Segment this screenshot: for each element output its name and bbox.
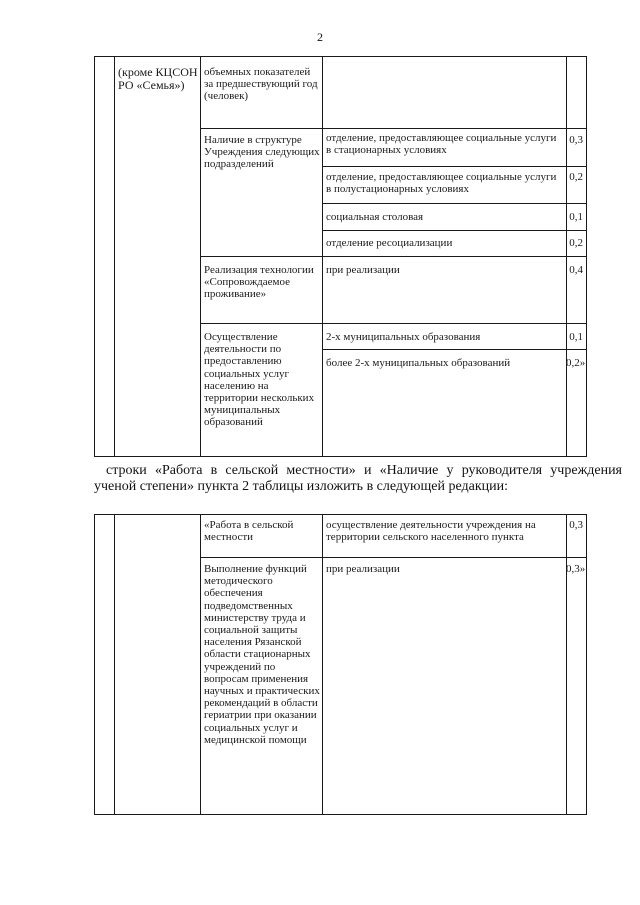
- indicator-cell: социальная столовая: [326, 211, 424, 223]
- score-value: 0,2»: [566, 357, 586, 369]
- amendment-paragraph: строки «Работа в сельской местности» и «Наличие у руководителя учреждения ученой степени» пункта 2 таблицы изложить в следующей редакции:: [94, 463, 622, 494]
- table-rule: [114, 56, 115, 457]
- indicator-cell: отделение, предоставляющее социальные услуги в стационарных условиях: [326, 132, 557, 157]
- table-rule: [114, 514, 115, 815]
- table-rule: [322, 56, 323, 457]
- table-rule: [200, 514, 201, 815]
- criterion-cell: объемных показателей за предшествующий год (человек): [204, 66, 318, 103]
- table-rule: [94, 814, 586, 815]
- score-value: 0,1: [569, 331, 583, 343]
- table-rule: [566, 56, 567, 457]
- score-value: 0,3»: [566, 563, 586, 575]
- indicator-cell: отделение, предоставляющее социальные услуги в полустационарных условиях: [326, 171, 557, 196]
- table-rule: [200, 128, 586, 129]
- criterion-cell: «Работа в сельской местности: [204, 519, 294, 544]
- criterion-cell: Выполнение функций методического обеспечения подведомственных министерству труда и социальной защиты населения Рязанской области стационарных учреждений по вопросам применения научных и практических рекомендаций в области гериатрии при оказании социальных услуг и медицинской помощи: [204, 563, 320, 746]
- indicator-cell: 2-х муниципальных образования: [326, 331, 481, 343]
- table-rule: [586, 514, 587, 815]
- score-value: 0,3: [569, 519, 583, 531]
- indicator-cell: более 2-х муниципальных образований: [326, 357, 511, 369]
- score-value: 0,1: [569, 211, 583, 223]
- table-rule: [322, 166, 586, 167]
- table-rule: [586, 56, 587, 457]
- institution-note: (кроме КЦСОН РО «Семья»): [118, 65, 198, 92]
- table-rule: [94, 456, 586, 457]
- score-value: 0,2: [569, 237, 583, 249]
- table-rule: [200, 323, 586, 324]
- table-rule: [94, 514, 586, 515]
- table-rule: [94, 514, 95, 815]
- criterion-cell: Наличие в структуре Учреждения следующих подразделений: [204, 134, 320, 171]
- table-rule: [200, 557, 586, 558]
- criterion-cell: Реализация технологии «Сопровождаемое проживание»: [204, 264, 314, 301]
- indicator-cell: отделение ресоциализации: [326, 237, 453, 249]
- criterion-cell: Осуществление деятельности по предоставлению социальных услуг населению на территории нескольких муниципальных образований: [204, 331, 315, 429]
- score-value: 0,2: [569, 171, 583, 183]
- table-rule: [94, 56, 586, 57]
- table-rule: [566, 514, 567, 815]
- table-rule: [322, 203, 586, 204]
- table-rule: [322, 230, 586, 231]
- score-value: 0,3: [569, 134, 583, 146]
- indicator-cell: при реализации: [326, 563, 400, 575]
- table-rule: [322, 514, 323, 815]
- indicator-cell: осуществление деятельности учреждения на территории сельского населенного пункта: [326, 519, 536, 544]
- table-rule: [200, 56, 201, 457]
- score-value: 0,4: [569, 264, 583, 276]
- table-rule: [94, 56, 95, 457]
- table-rule: [322, 349, 586, 350]
- page-number: 2: [317, 30, 323, 44]
- table-rule: [200, 256, 586, 257]
- indicator-cell: при реализации: [326, 264, 400, 276]
